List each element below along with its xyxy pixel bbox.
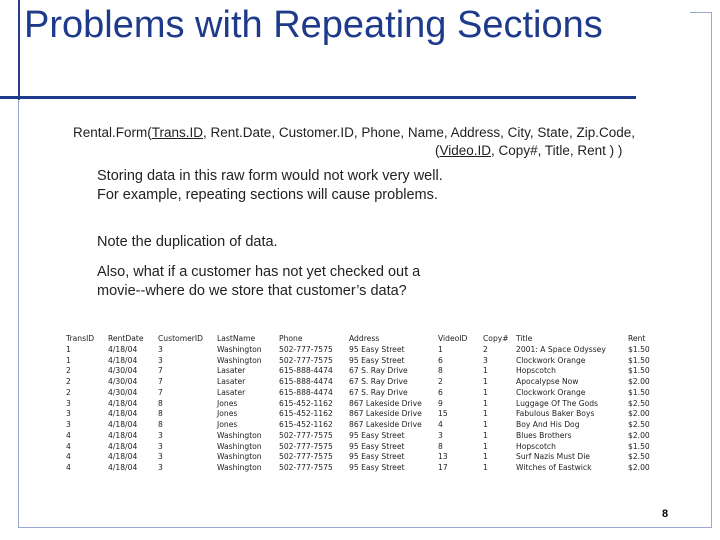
- table-cell: 17: [438, 463, 448, 472]
- table-cell: 3: [483, 355, 488, 365]
- table-cell: 502-777-7575: [279, 355, 333, 365]
- table-cell: 1: [483, 420, 488, 429]
- frame-top-stub: [690, 12, 712, 13]
- table-cell: 4/18/04: [108, 420, 138, 429]
- table-cell: 615-452-1162: [279, 409, 333, 419]
- table-cell: 1: [438, 344, 443, 354]
- table-cell: Lasater: [217, 387, 246, 397]
- table-cell: 4/18/04: [108, 398, 138, 408]
- table-cell: $2.00: [628, 377, 650, 386]
- table-cell: Jones: [217, 420, 238, 429]
- table-cell: 4: [66, 430, 71, 440]
- table-header-row: [66, 334, 658, 345]
- table-cell: 4: [66, 452, 71, 462]
- table-row: [66, 388, 658, 399]
- table-cell: Jones: [217, 398, 238, 408]
- table-cell: 8: [438, 366, 443, 376]
- frame-right-border: [711, 12, 712, 527]
- slide-title: Problems with Repeating Sections: [24, 4, 603, 46]
- table-cell: $2.50: [628, 398, 650, 408]
- table-cell: 615-888-4474: [279, 377, 333, 386]
- column-header: Title: [516, 334, 533, 343]
- table-cell: 3: [66, 398, 71, 408]
- table-cell: 4/18/04: [108, 441, 138, 451]
- table-cell: 95 Easy Street: [349, 452, 405, 462]
- table-cell: $2.00: [628, 409, 650, 419]
- table-cell: 3: [158, 355, 163, 365]
- table-row: [66, 420, 658, 431]
- table-cell: 1: [483, 441, 488, 451]
- schema-line-1: [73, 124, 673, 142]
- table-cell: 4/30/04: [108, 387, 138, 397]
- frame-bottom-border: [18, 527, 712, 528]
- table-cell: 2: [483, 344, 488, 354]
- table-cell: 4/18/04: [108, 430, 138, 440]
- paragraph-raw-form: Storing data in this raw form would not work very well. For example, repeating sections will cause problems.: [97, 168, 443, 203]
- table-row: [66, 431, 658, 442]
- table-cell: Jones: [217, 409, 238, 419]
- table-cell: 67 S. Ray Drive: [349, 387, 408, 397]
- table-cell: 4: [438, 420, 443, 429]
- table-cell: 7: [158, 377, 163, 386]
- table-cell: 4/30/04: [108, 377, 138, 386]
- schema-prefix: Rental.Form(: [73, 125, 152, 140]
- table-cell: Washington: [217, 463, 262, 472]
- table-cell: 1: [483, 387, 488, 397]
- table-cell: 867 Lakeside Drive: [349, 420, 422, 429]
- column-header: RentDate: [108, 334, 144, 343]
- frame-left-border: [18, 100, 19, 527]
- table-cell: 4/18/04: [108, 463, 138, 472]
- table-cell: 67 S. Ray Drive: [349, 377, 408, 386]
- table-cell: $2.50: [628, 452, 650, 462]
- table-cell: 502-777-7575: [279, 452, 333, 462]
- table-cell: 4/18/04: [108, 344, 138, 354]
- column-header: Rent: [628, 334, 646, 343]
- table-cell: 95 Easy Street: [349, 355, 405, 365]
- column-header: Address: [349, 334, 380, 343]
- table-row: [66, 377, 658, 388]
- schema-key-video-id: Video.ID: [439, 143, 492, 158]
- table-cell: Blues Brothers: [516, 430, 572, 440]
- column-header: VideoID: [438, 334, 468, 343]
- table-cell: 95 Easy Street: [349, 463, 405, 472]
- table-cell: 4/18/04: [108, 409, 138, 419]
- table-cell: 2: [66, 366, 71, 376]
- table-cell: 1: [66, 355, 71, 365]
- table-cell: 4: [66, 463, 71, 472]
- table-row: [66, 442, 658, 453]
- table-cell: Luggage Of The Gods: [516, 398, 599, 408]
- table-cell: 867 Lakeside Drive: [349, 398, 422, 408]
- table-cell: 1: [483, 463, 488, 472]
- table-cell: 2: [438, 377, 443, 386]
- accent-left-rule: [18, 0, 20, 100]
- table-cell: Lasater: [217, 366, 246, 376]
- table-cell: 4/18/04: [108, 355, 138, 365]
- page-number: 8: [662, 508, 669, 520]
- table-cell: 1: [66, 344, 71, 354]
- table-cell: 3: [158, 441, 163, 451]
- table-cell: Clockwork Orange: [516, 355, 586, 365]
- column-header: Copy#: [483, 334, 509, 343]
- table-cell: 867 Lakeside Drive: [349, 409, 422, 419]
- table-row: [66, 463, 658, 474]
- table-cell: 67 S. Ray Drive: [349, 366, 408, 376]
- schema-key-trans-id: Trans.ID: [151, 125, 204, 140]
- column-header: Phone: [279, 334, 303, 343]
- table-cell: 1: [483, 398, 488, 408]
- table-cell: 3: [66, 420, 71, 429]
- table-row: [66, 366, 658, 377]
- table-cell: 8: [158, 420, 163, 429]
- table-row: [66, 409, 658, 420]
- table-cell: Washington: [217, 441, 262, 451]
- table-cell: 95 Easy Street: [349, 441, 405, 451]
- table-cell: 9: [438, 398, 443, 408]
- table-cell: 3: [158, 430, 163, 440]
- table-cell: Washington: [217, 452, 262, 462]
- table-cell: $1.50: [628, 387, 650, 397]
- table-cell: $2.00: [628, 463, 650, 472]
- table-cell: 3: [66, 409, 71, 419]
- table-cell: 7: [158, 387, 163, 397]
- table-cell: Hopscotch: [516, 441, 556, 451]
- paragraph-missing-customer: Also, what if a customer has not yet checked out a movie--where do we store that customer’s data?: [97, 264, 421, 299]
- table-cell: Washington: [217, 355, 262, 365]
- table-cell: Lasater: [217, 377, 246, 386]
- table-cell: 8: [438, 441, 443, 451]
- table-cell: 3: [158, 463, 163, 472]
- table-cell: 3: [438, 430, 443, 440]
- table-cell: Apocalypse Now: [516, 377, 579, 386]
- table-cell: 7: [158, 366, 163, 376]
- table-cell: 8: [158, 398, 163, 408]
- schema-group-open: (: [435, 143, 440, 158]
- table-cell: 1: [483, 366, 488, 376]
- table-cell: 2: [66, 387, 71, 397]
- table-cell: 1: [483, 409, 488, 419]
- table-cell: $2.00: [628, 430, 650, 440]
- relation-schema: [73, 124, 673, 160]
- title-underline: [0, 96, 636, 99]
- table-body: [66, 345, 658, 474]
- table-cell: 13: [438, 452, 448, 462]
- schema-attributes: , Rent.Date, Customer.ID, Phone, Name, Address, City, State, Zip.Code,: [203, 125, 635, 140]
- table-cell: 6: [438, 387, 443, 397]
- table-cell: 4/18/04: [108, 452, 138, 462]
- table-cell: 615-888-4474: [279, 387, 333, 397]
- column-header: TransID: [66, 334, 95, 343]
- table-row: [66, 356, 658, 367]
- table-cell: 6: [438, 355, 443, 365]
- table-cell: 502-777-7575: [279, 441, 333, 451]
- table-cell: 95 Easy Street: [349, 344, 405, 354]
- table-cell: 15: [438, 409, 448, 419]
- table-cell: Fabulous Baker Boys: [516, 409, 595, 419]
- table-cell: 8: [158, 409, 163, 419]
- table-row: [66, 399, 658, 410]
- table-cell: $1.50: [628, 344, 650, 354]
- table-cell: 1: [483, 430, 488, 440]
- table-cell: Clockwork Orange: [516, 387, 586, 397]
- table-cell: Hopscotch: [516, 366, 556, 376]
- schema-line-2: [73, 142, 673, 160]
- table-cell: $1.50: [628, 441, 650, 451]
- table-cell: 3: [158, 344, 163, 354]
- table-cell: 4/30/04: [108, 366, 138, 376]
- table-cell: 1: [483, 377, 488, 386]
- table-cell: Boy And His Dog: [516, 420, 580, 429]
- table-cell: 95 Easy Street: [349, 430, 405, 440]
- schema-group-attributes: , Copy#, Title, Rent ) ): [491, 143, 623, 158]
- table-cell: 502-777-7575: [279, 463, 333, 472]
- table-cell: Washington: [217, 430, 262, 440]
- table-cell: $1.50: [628, 366, 650, 376]
- table-cell: 615-452-1162: [279, 420, 333, 429]
- table-cell: 615-888-4474: [279, 366, 333, 376]
- table-cell: $1.50: [628, 355, 650, 365]
- table-cell: $2.50: [628, 420, 650, 429]
- table-cell: Washington: [217, 344, 262, 354]
- table-cell: 502-777-7575: [279, 430, 333, 440]
- table-cell: Witches of Eastwick: [516, 463, 592, 472]
- table-row: [66, 345, 658, 356]
- table-cell: 2001: A Space Odyssey: [516, 344, 606, 354]
- table-row: [66, 452, 658, 463]
- table-cell: Surf Nazis Must Die: [516, 452, 590, 462]
- column-header: LastName: [217, 334, 256, 343]
- table-cell: 615-452-1162: [279, 398, 333, 408]
- table-cell: 1: [483, 452, 488, 462]
- table-cell: 3: [158, 452, 163, 462]
- table-cell: 502-777-7575: [279, 344, 333, 354]
- paragraph-duplication: Note the duplication of data.: [97, 234, 278, 250]
- table-cell: 4: [66, 441, 71, 451]
- table-cell: 2: [66, 377, 71, 386]
- column-header: CustomerID: [158, 334, 203, 343]
- rental-data-table: [66, 334, 658, 474]
